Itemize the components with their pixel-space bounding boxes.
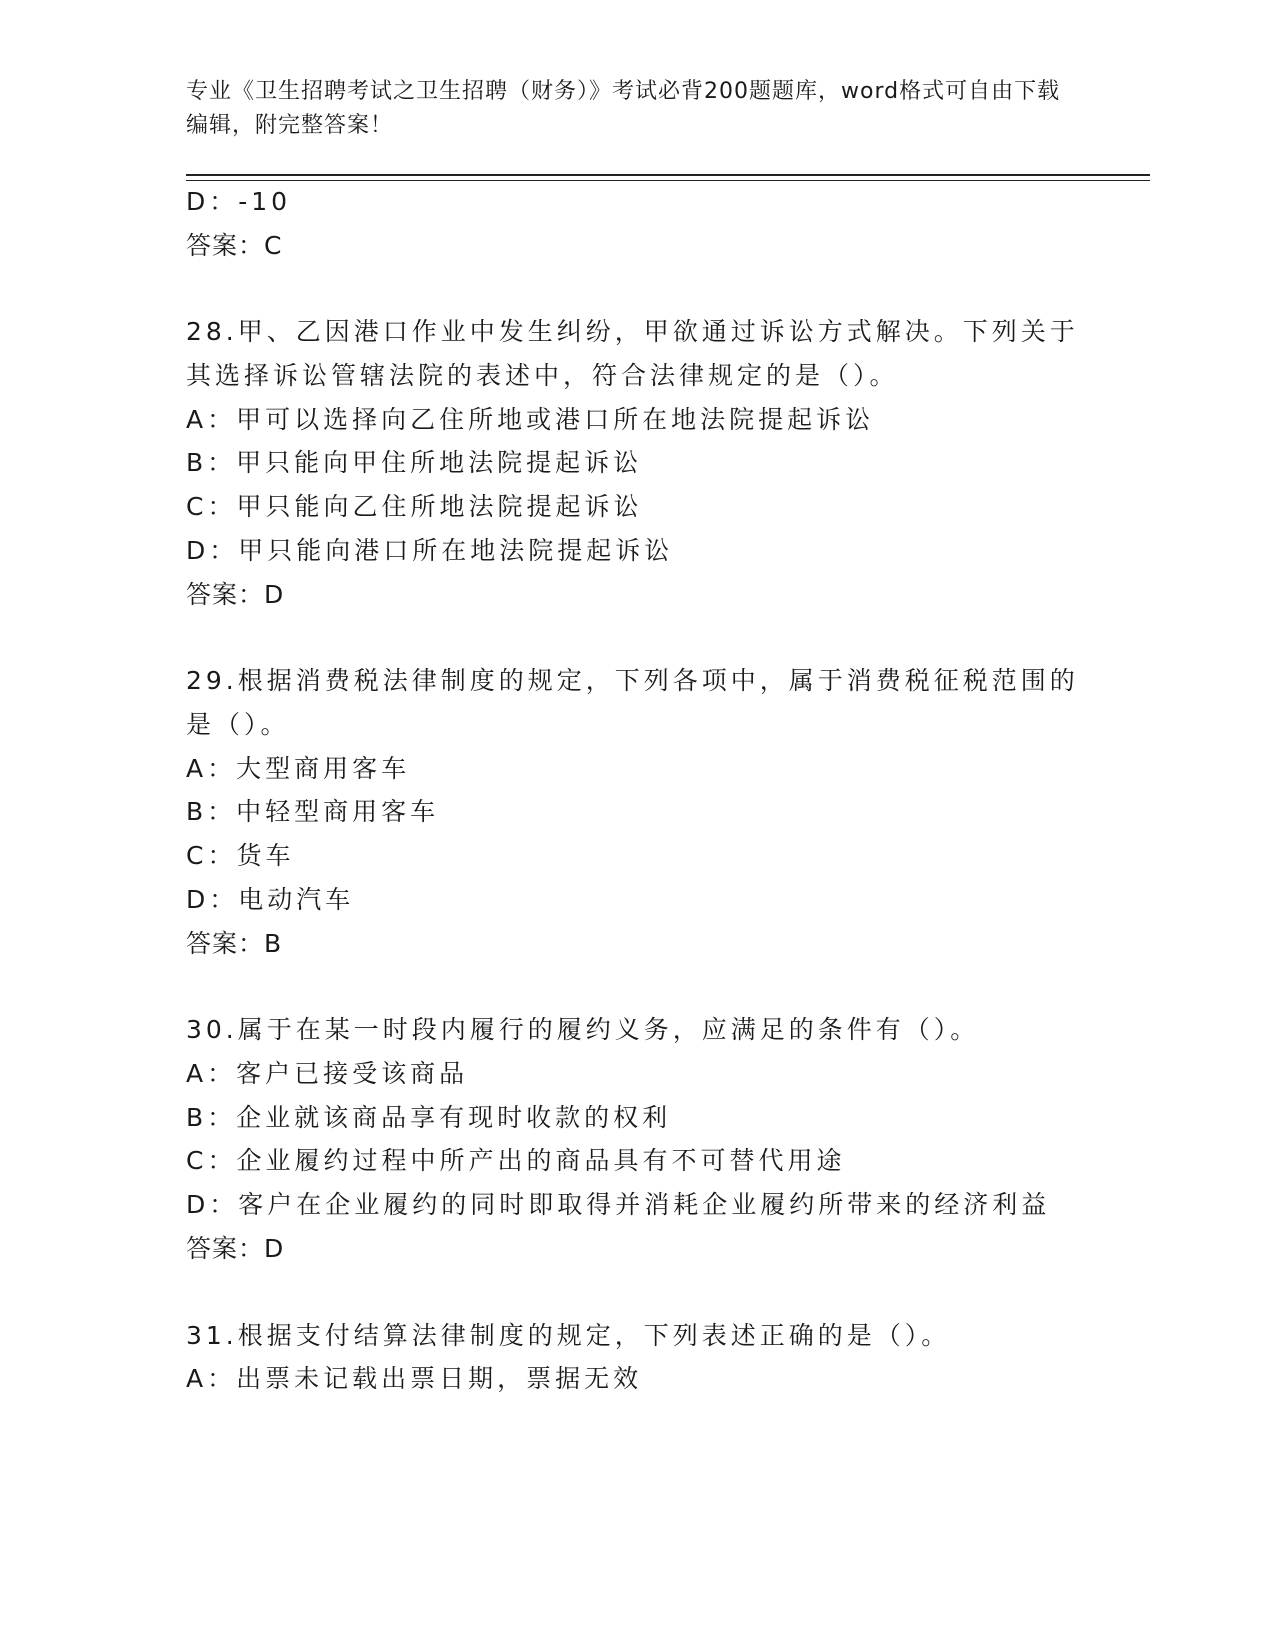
question-30-answer: 答案：D	[186, 1234, 285, 1263]
question-28-option-d: D：甲只能向港口所在地法院提起诉讼	[186, 536, 674, 565]
question-28-stem-cont: 其选择诉讼管辖法院的表述中，符合法律规定的是（）。	[186, 361, 899, 390]
question-30-option-c: C：企业履约过程中所产出的商品具有不可替代用途	[186, 1146, 846, 1175]
question-29-answer: 答案：B	[186, 929, 283, 958]
question-29-option-d: D：电动汽车	[186, 885, 355, 914]
question-31-stem: 31.根据支付结算法律制度的规定，下列表述正确的是（）。	[186, 1321, 951, 1350]
question-28-option-b: B：甲只能向甲住所地法院提起诉讼	[186, 448, 643, 477]
question-29-stem-cont: 是（）。	[186, 710, 290, 739]
question-29-option-b: B：中轻型商用客车	[186, 797, 440, 826]
question-29-option-a: A：大型商用客车	[186, 754, 411, 783]
option-d: D：-10	[186, 187, 292, 216]
question-28-option-a: A：甲可以选择向乙住所地或港口所在地法院提起诉讼	[186, 405, 875, 434]
question-30-option-d: D：客户在企业履约的同时即取得并消耗企业履约所带来的经济利益	[186, 1190, 1051, 1219]
question-31-option-a: A：出票未记载出票日期，票据无效	[186, 1364, 643, 1393]
question-29-stem: 29.根据消费税法律制度的规定，下列各项中，属于消费税征税范围的	[186, 666, 1079, 695]
question-29-option-c: C：货车	[186, 841, 295, 870]
question-30-option-a: A：客户已接受该商品	[186, 1059, 469, 1088]
question-28-answer: 答案：D	[186, 580, 285, 609]
question-30-option-b: B：企业就该商品享有现时收款的权利	[186, 1103, 672, 1132]
document-header: 专业《卫生招聘考试之卫生招聘（财务）》考试必背200题题库，word格式可自由下载编辑，附完整答案！	[186, 79, 1061, 138]
question-30-stem: 30.属于在某一时段内履行的履约义务，应满足的条件有（）。	[186, 1015, 980, 1044]
question-28-option-c: C：甲只能向乙住所地法院提起诉讼	[186, 492, 643, 521]
header-divider	[186, 174, 1150, 176]
question-28-stem: 28.甲、乙因港口作业中发生纠纷，甲欲通过诉讼方式解决。下列关于	[186, 317, 1079, 346]
answer: 答案：C	[186, 231, 283, 260]
header-divider-thin	[186, 180, 1150, 181]
